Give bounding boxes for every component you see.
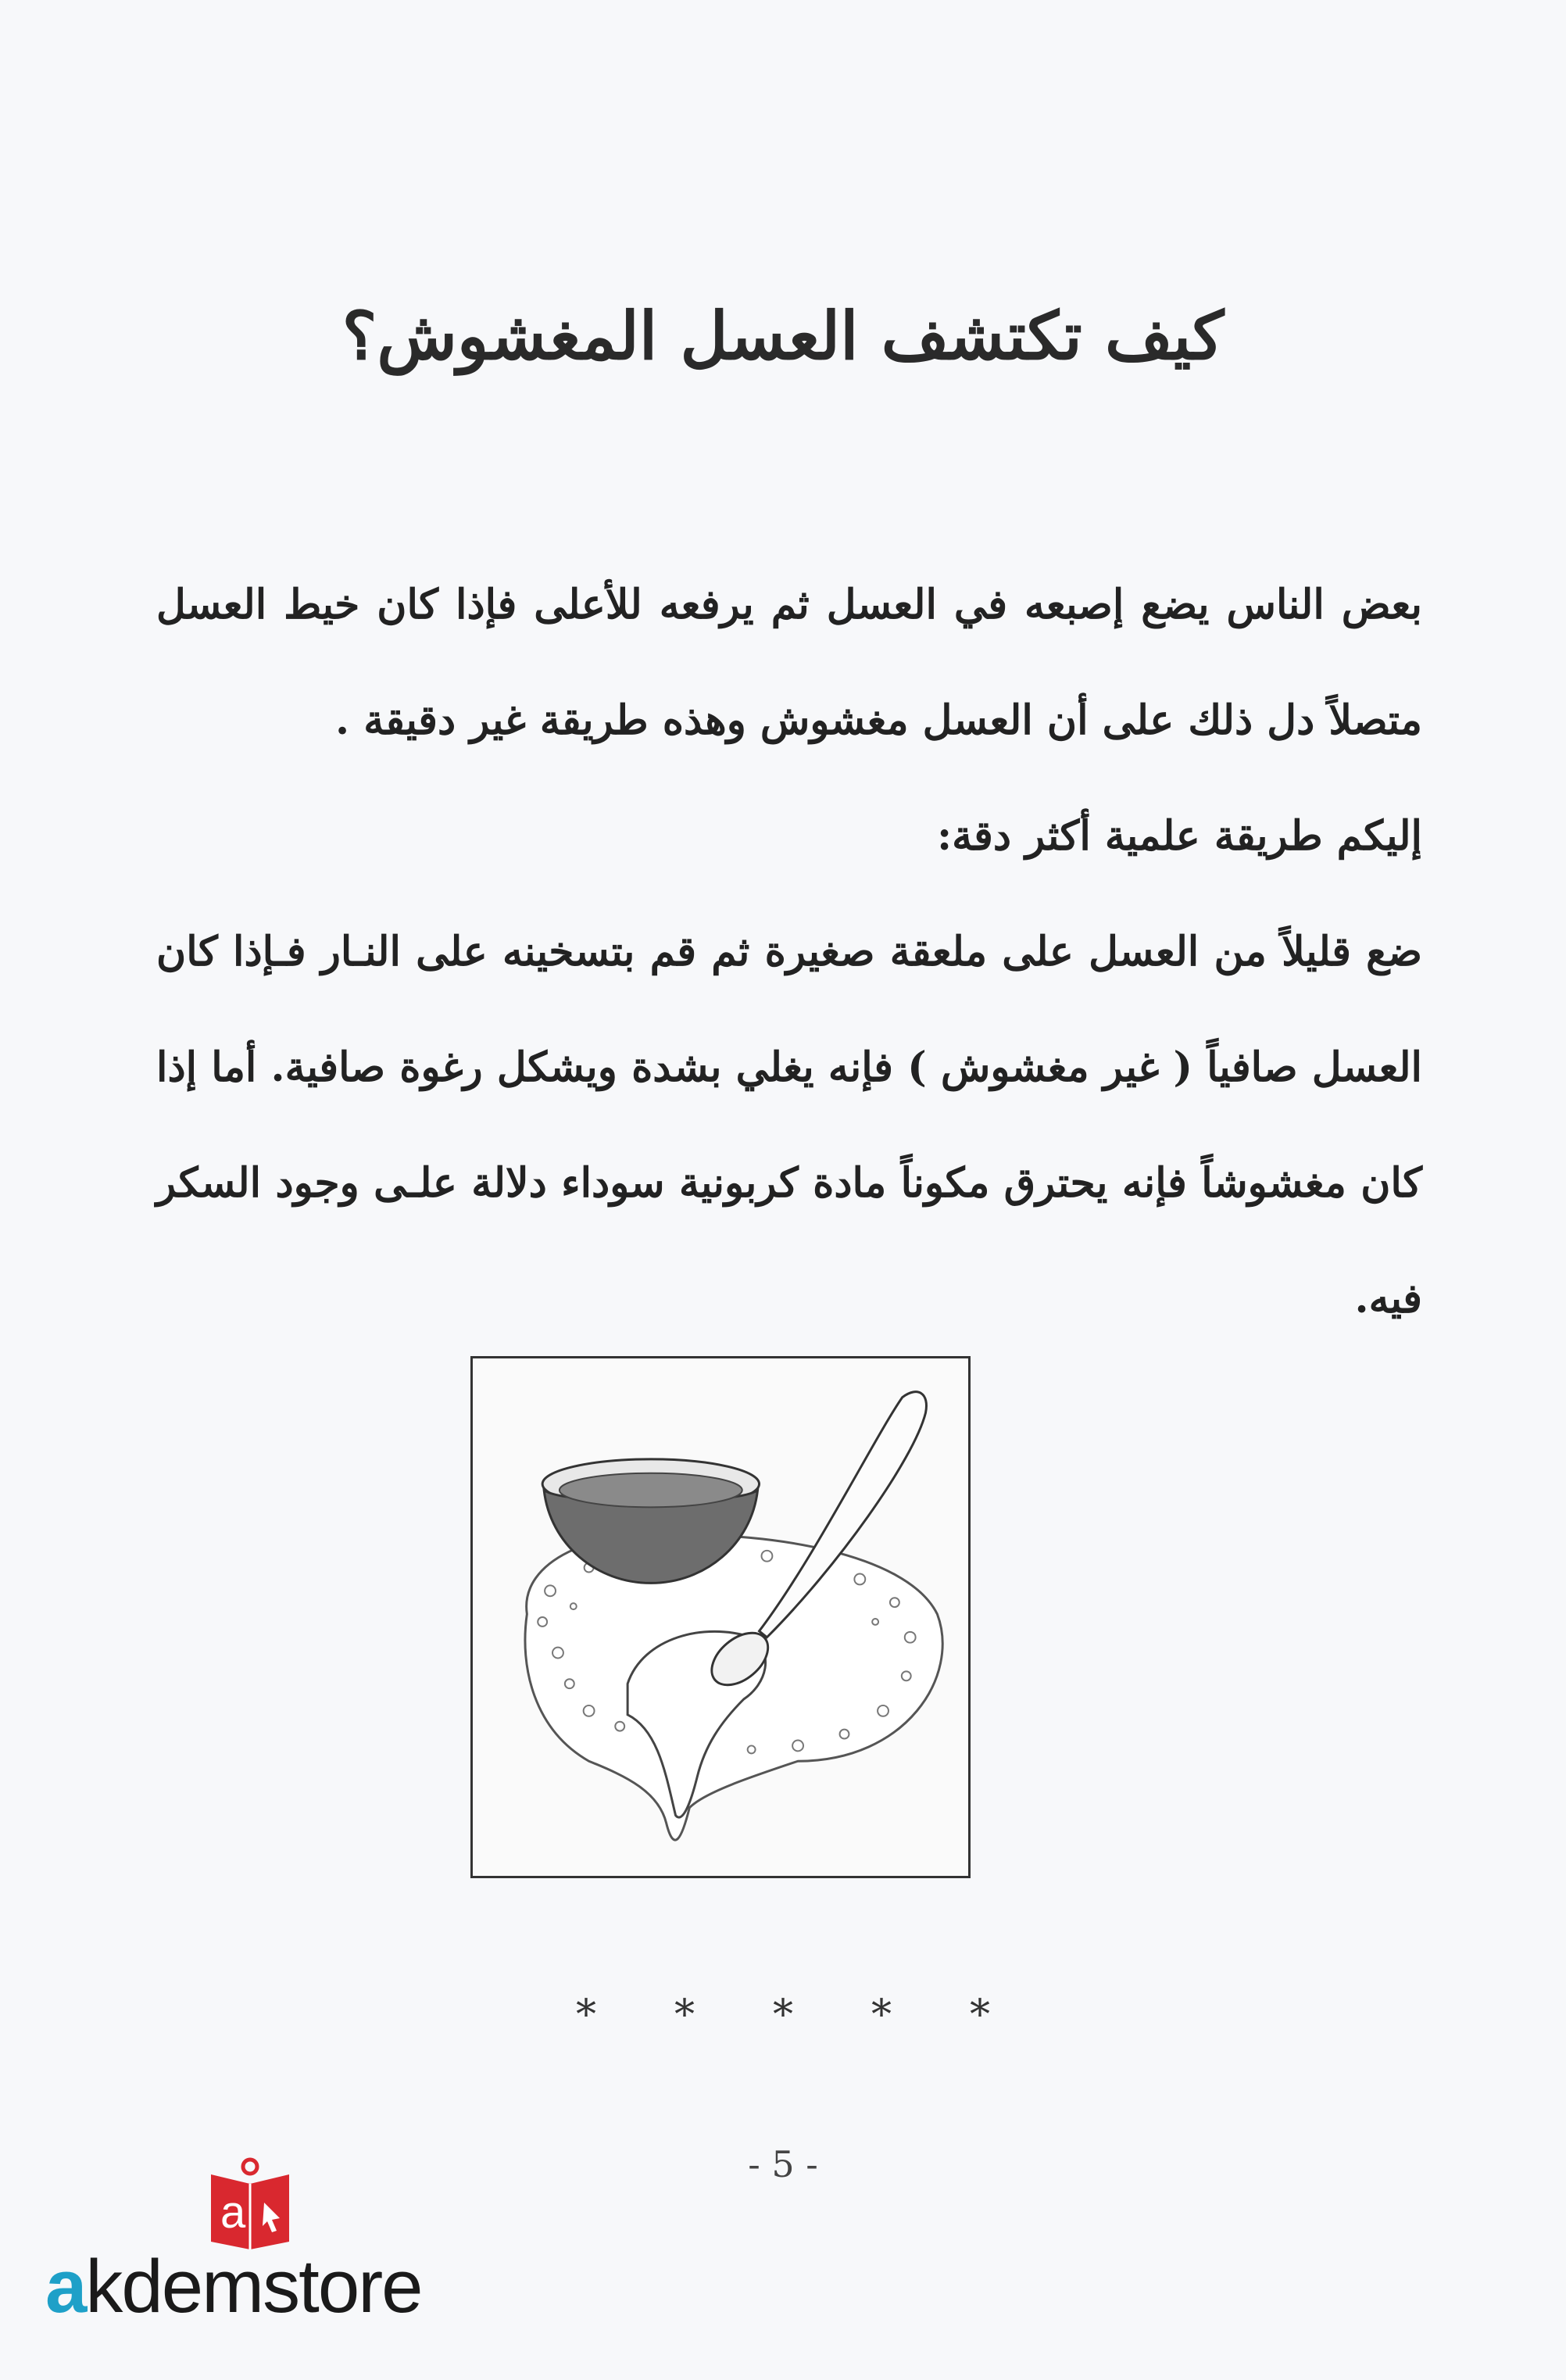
book-cart-icon xyxy=(203,2157,297,2249)
section-divider xyxy=(0,1992,1566,2038)
divider-star-icon: * xyxy=(576,1992,596,2038)
divider-star-icon: * xyxy=(871,1992,892,2038)
divider-star-icon: * xyxy=(674,1992,695,2038)
divider-star-icon: * xyxy=(970,1992,990,2038)
honey-bowl-spoon-illustration xyxy=(470,1356,971,1878)
logo-icon-letter: a xyxy=(220,2187,246,2238)
logo-wordmark xyxy=(45,2245,422,2328)
body-text xyxy=(156,547,1422,1357)
divider-star-icon: * xyxy=(773,1992,793,2038)
logo-text-rest: kdemstore xyxy=(85,2245,422,2328)
paragraph: إليكم طريقة علمية أكثر دقة: xyxy=(936,812,1422,860)
paragraph: ضع قليلاً من العسل على ملعقة صغيرة ثم قم بتسخينه على النـار فـإذا كان العسل صافياً ( غير مغشوش ) فإنه يغلي بشدة ويشكل رغوة صافية. أما إذا كان مغشوشاً فإنه يحترق مكوناً مادة كربونية سوداء دلالة علـى وجود السكر فيه. xyxy=(156,928,1422,1322)
illustration-drawing xyxy=(473,1358,968,1876)
paragraph: بعض الناس يضع إصبعه في العسل ثم يرفعه للأعلى فإذا كان خيط العسل متصلاً دل ذلك على أن العسل مغشوش وهذه طريقة غير دقيقة . xyxy=(156,581,1422,744)
page-title: كيف تكتشف العسل المغشوش؟ xyxy=(341,297,1225,374)
page-number: - 5 - xyxy=(748,2143,818,2185)
logo-letter-a: a xyxy=(45,2245,86,2328)
bowl-honey xyxy=(560,1473,742,1508)
akdemstore-logo xyxy=(45,2157,467,2328)
